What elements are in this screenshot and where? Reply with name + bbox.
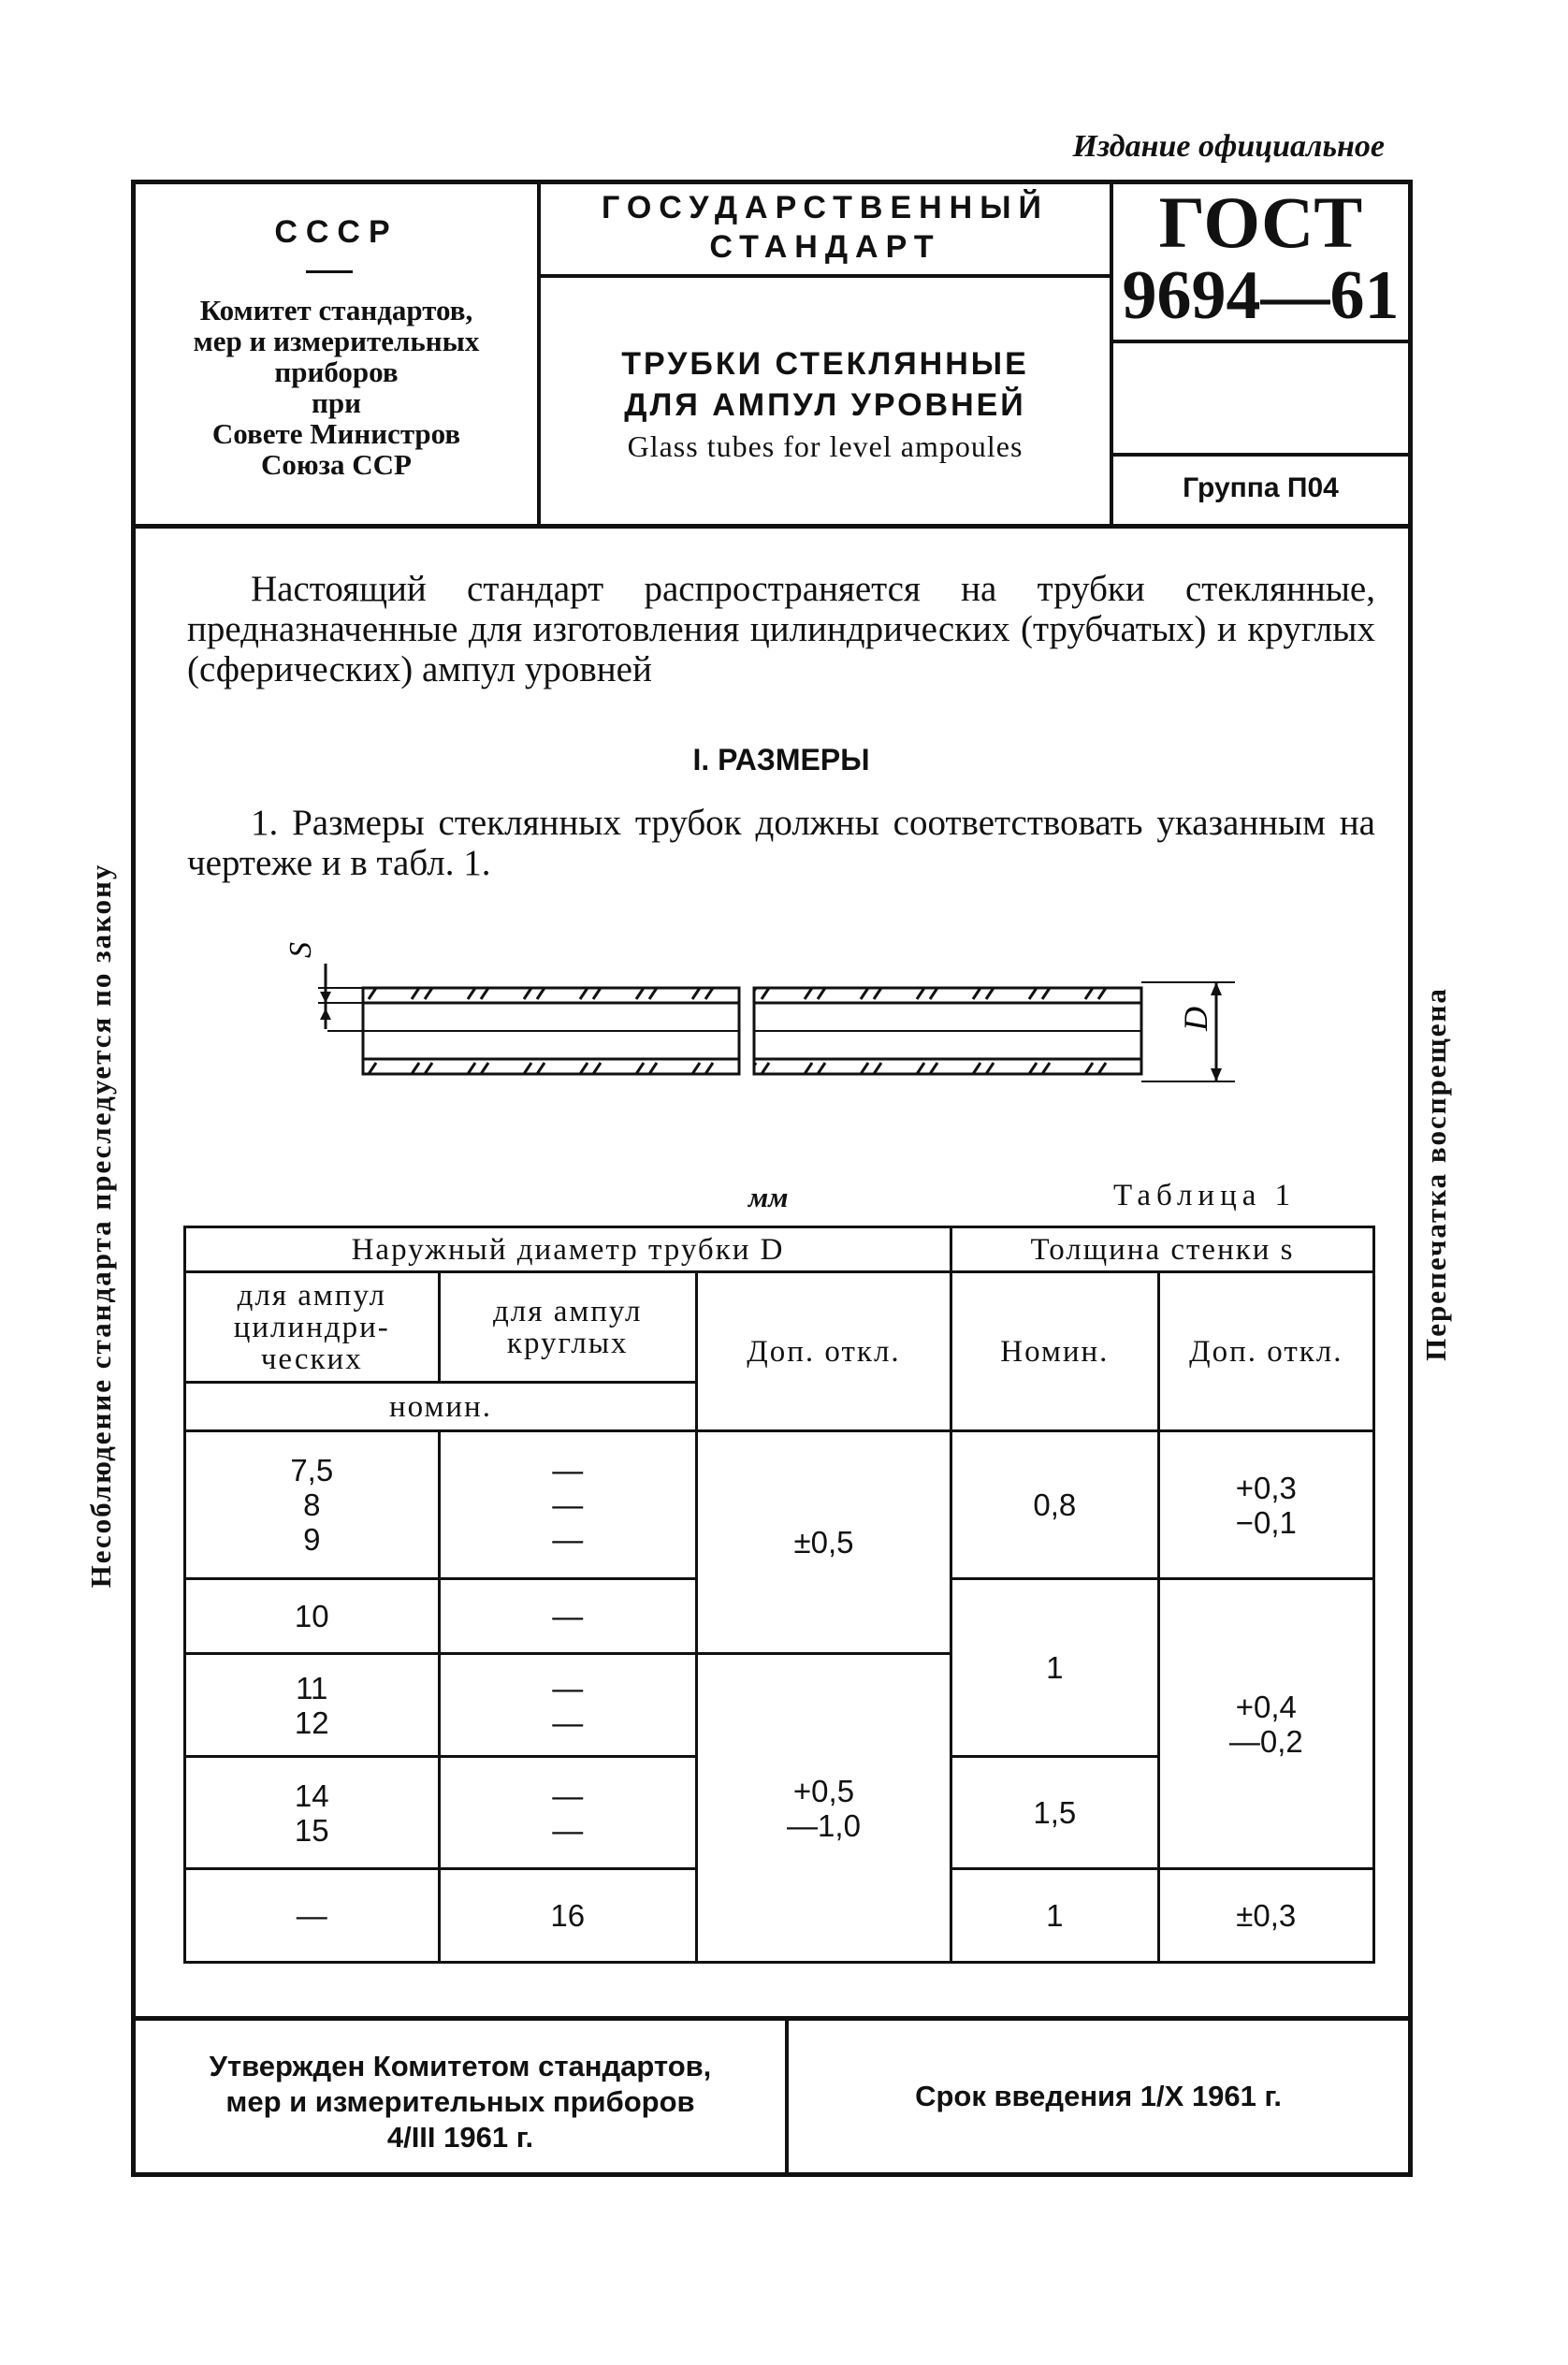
gost-label: ГОСТ: [1158, 181, 1363, 263]
document-title-line: ДЛЯ АМПУЛ УРОВНЕЙ: [624, 387, 1026, 423]
header-thickness-nominal: Номин.: [951, 1272, 1159, 1431]
approval-cell: [136, 2021, 789, 2172]
divider: [1113, 340, 1408, 343]
cell-value: 14: [294, 1777, 329, 1813]
cell-value: —: [552, 1705, 584, 1740]
arrow: [320, 1008, 331, 1020]
gost-number: 9694—61: [1122, 257, 1400, 334]
header-round: [439, 1272, 696, 1383]
tube-wall-top: [754, 988, 1141, 1003]
committee-line: мер и измерительных: [193, 325, 480, 357]
effective-date: Срок введения 1/X 1961 г.: [915, 2080, 1282, 2112]
header-line: ческих: [260, 1342, 363, 1376]
standard-type-line: ГОСУДАРСТВЕННЫЙ: [602, 190, 1049, 225]
cell-thickness: 0,8: [951, 1431, 1159, 1579]
cell-cyl: —: [185, 1869, 440, 1963]
cell-value: 9: [303, 1522, 321, 1557]
english-title: Glass tubes for level ampoules: [627, 429, 1024, 463]
header-nominal: номин.: [185, 1383, 697, 1431]
cell-value: +0,4: [1235, 1689, 1297, 1724]
cell-value: —: [552, 1453, 584, 1487]
cell-thickness: 1: [951, 1579, 1159, 1757]
header-thickness-tolerance: Доп. откл.: [1158, 1272, 1373, 1431]
cell-thickness: 1,5: [951, 1757, 1159, 1869]
document-title: [541, 343, 1110, 426]
arrow: [1211, 1068, 1222, 1081]
cell-thickness-tolerance: [1158, 1579, 1373, 1869]
cell-value: 11: [296, 1670, 328, 1705]
standard-type-line: СТАНДАРТ: [709, 229, 941, 265]
cell-round: [439, 1431, 696, 1579]
cell-value: 7,5: [290, 1453, 334, 1487]
cell-cyl: [185, 1654, 440, 1757]
cell-diameter-tolerance: ±0,5: [696, 1431, 951, 1654]
cell-value: —: [552, 1777, 584, 1813]
table-unit: мм: [748, 1181, 789, 1213]
header-line: цилиндри-: [233, 1310, 390, 1344]
header-outer-diameter: Наружный диаметр трубки D: [185, 1227, 951, 1272]
title-block: [136, 181, 1408, 529]
divider: [306, 270, 353, 273]
cell-value: —: [552, 1522, 584, 1557]
cell-value: —: [552, 1812, 584, 1848]
group-code: Группа П04: [1183, 472, 1339, 503]
cell-cyl: 10: [185, 1579, 440, 1654]
approval-line: Утвержден Комитетом стандартов,: [209, 2050, 712, 2082]
cell-cyl: [185, 1757, 440, 1869]
committee-line: Комитет стандартов,: [199, 294, 473, 326]
cell-value: +0,5: [792, 1773, 855, 1808]
cell-value: —: [552, 1487, 584, 1522]
side-note-left: Несоблюдение стандарта преследуется по закону: [84, 863, 117, 1589]
cell-value: —: [552, 1670, 584, 1705]
tube-wall-top: [363, 988, 739, 1003]
cell-value: 12: [294, 1705, 329, 1740]
header-diameter-tolerance: Доп. откл.: [696, 1272, 951, 1431]
table-header-row: [185, 1272, 1374, 1383]
cell-value: —1,0: [787, 1807, 861, 1843]
committee-line: Союза ССР: [261, 448, 412, 481]
cell-round: 16: [439, 1869, 696, 1963]
label-d: D: [1177, 1007, 1214, 1031]
committee-line: приборов: [274, 355, 399, 388]
cell-round: [439, 1757, 696, 1869]
tube-wall-bottom: [363, 1059, 739, 1074]
side-note-right: Перепечатка воспрещена: [1419, 987, 1452, 1361]
arrow: [320, 992, 331, 1003]
cell-value: 15: [294, 1812, 329, 1848]
paragraph-1: 1. Размеры стеклянных трубок должны соответствовать указанным на чертеже и в табл. 1.: [187, 803, 1375, 883]
cell-value: 8: [303, 1487, 321, 1522]
section-heading: I. РАЗМЕРЫ: [692, 743, 870, 776]
cell-thickness: 1: [951, 1869, 1159, 1963]
arrow: [1211, 982, 1222, 995]
cell-cyl: [185, 1431, 440, 1579]
edition-label: Издание официальное: [1072, 129, 1385, 164]
cell-value: +0,3: [1235, 1470, 1297, 1505]
issuer-cell: [136, 184, 541, 524]
committee-name: [136, 295, 537, 480]
divider: [541, 274, 1110, 278]
header-wall-thickness: Толщина стенки s: [951, 1227, 1374, 1272]
table-header-row: [185, 1227, 1374, 1272]
cell-value: —0,2: [1228, 1723, 1303, 1759]
header-cylindrical: [185, 1272, 440, 1383]
tube-wall-bottom: [754, 1059, 1141, 1074]
cell-value: −0,1: [1235, 1504, 1297, 1540]
table-row: [185, 1431, 1374, 1579]
approval-line: 4/III 1961 г.: [386, 2121, 534, 2154]
designation-cell: [1113, 181, 1408, 524]
tube-drawing: [281, 926, 1291, 1113]
cell-thickness-tolerance: ±0,3: [1158, 1869, 1373, 1963]
table-caption: Таблица 1: [1113, 1179, 1297, 1212]
cell-thickness-tolerance: [1158, 1431, 1373, 1579]
header-line: круглых: [506, 1326, 629, 1360]
country: СССР: [274, 214, 399, 250]
divider: [1113, 453, 1408, 457]
intro-paragraph: Настоящий стандарт распространяется на трубки стеклянные, предназначенные для изготовления цилиндрических (трубчатых) и круглых (сферических) ампул уровней: [187, 569, 1375, 689]
label-s: S: [283, 942, 318, 958]
cell-round: —: [439, 1579, 696, 1654]
cell-diameter-tolerance: [696, 1654, 951, 1963]
header-line: для ампул: [237, 1278, 386, 1313]
cell-round: [439, 1654, 696, 1757]
footer-block: [136, 2016, 1408, 2172]
committee-line: Совете Министров: [211, 417, 461, 450]
standard-type: [541, 188, 1110, 267]
header-line: для ампул: [493, 1294, 643, 1328]
committee-line: при: [312, 386, 361, 419]
approval-line: мер и измерительных приборов: [225, 2085, 695, 2118]
document-title-line: ТРУБКИ СТЕКЛЯННЫЕ: [621, 346, 1029, 382]
title-cell: [541, 184, 1113, 524]
dimensions-table: [183, 1226, 1375, 1964]
